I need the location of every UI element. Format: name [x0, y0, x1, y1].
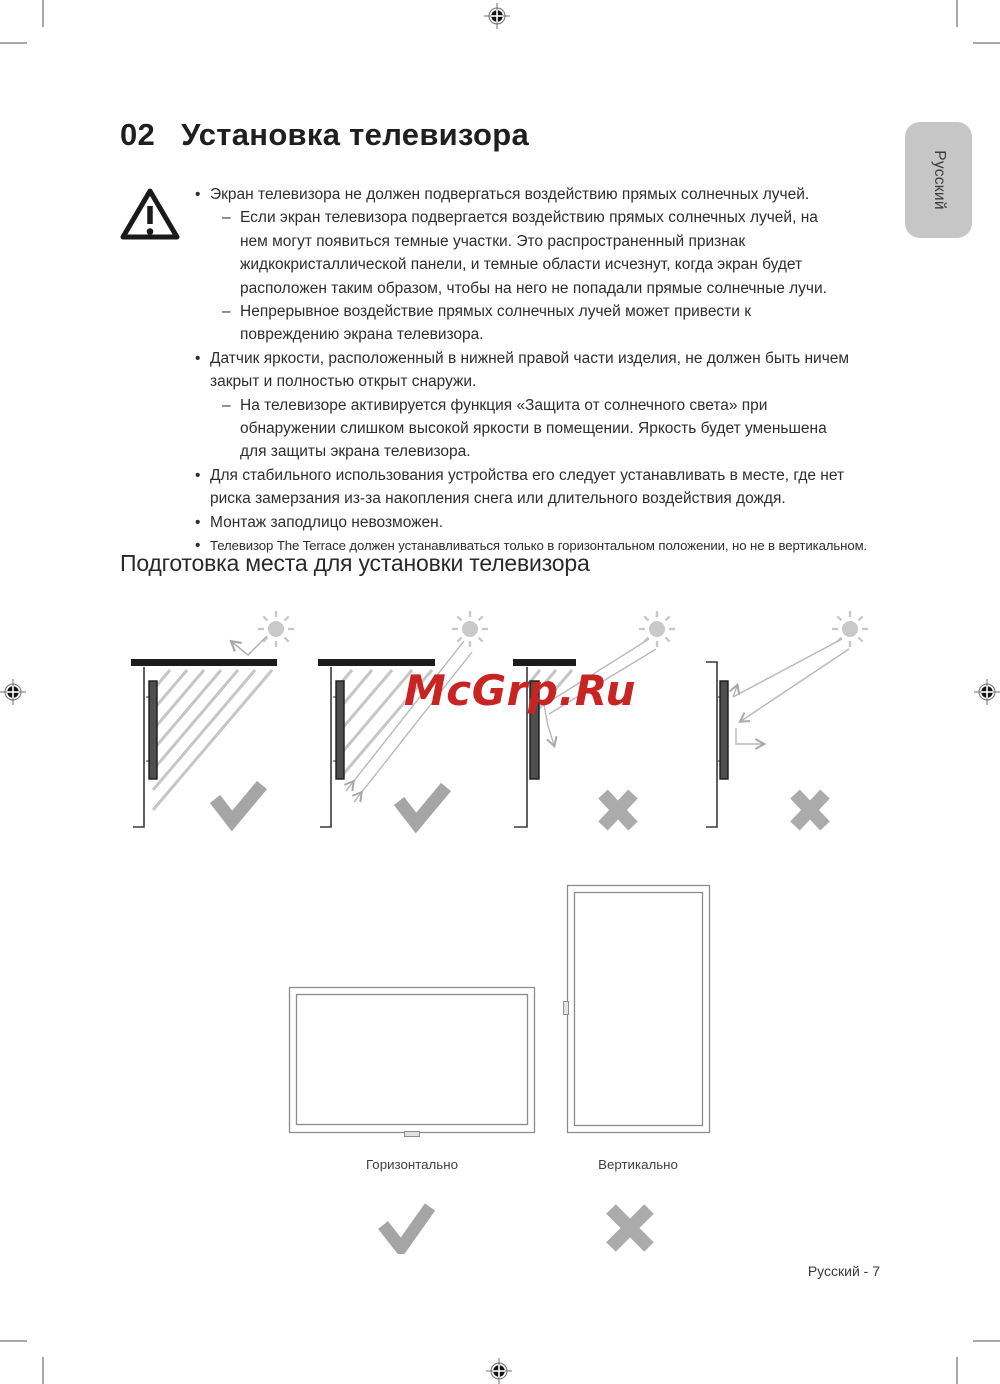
overhang: [513, 659, 576, 666]
panel-shaded-long-overhang: [131, 611, 294, 827]
list-item: [190, 347, 875, 394]
list-text: Экран телевизора не должен подвергаться воздействию прямых солнечных лучей.: [210, 186, 810, 203]
dash-marker: –: [222, 303, 231, 321]
crop-mark-top-left-v: [42, 0, 44, 27]
wall: [133, 667, 144, 827]
language-tab-label: Русский: [930, 150, 948, 210]
wall: [320, 667, 331, 827]
bullet-marker: •: [195, 537, 201, 555]
wall: [706, 662, 717, 827]
placement-diagram: [120, 598, 880, 848]
check-icon: [376, 1202, 436, 1254]
panel-direct-sun-no-overhang: [706, 611, 868, 827]
list-text: Если экран телевизора подвергается воздействию прямых солнечных лучей, на нем могут появиться темные участки. Это распространенный признак жидкокристаллической панели, и темные области исчезнут, когда экран будет расположен таким образом, чтобы на него не попадали прямые солнечные лучи.: [240, 209, 827, 297]
list-item: [190, 511, 875, 534]
overhang: [131, 659, 277, 666]
footer-page-number: Русский - 7: [807, 1263, 880, 1279]
registration-crosshair-icon: [967, 672, 1000, 712]
crop-mark-bottom-left-h: [0, 1340, 27, 1342]
dash-marker: –: [222, 209, 231, 227]
list-text: Непрерывное воздействие прямых солнечных лучей может привести к повреждению экрана телевизора.: [240, 303, 752, 344]
list-item: [190, 300, 850, 347]
bullet-marker: •: [195, 466, 201, 484]
registration-crosshair-icon: [479, 1351, 519, 1384]
registration-crosshair-icon: [477, 0, 517, 36]
bullet-marker: •: [195, 349, 201, 367]
list-text: Датчик яркости, расположенный в нижней правой части изделия, не должен быть ничем закрыт и полностью открыт снаружи.: [210, 349, 850, 391]
list-text: Для стабильного использования устройства его следует устанавливать в месте, где нет риска замерзания из-за накопления снега или длительного воздействия дождя.: [210, 466, 845, 508]
x-icon: [795, 794, 825, 826]
sun-icon: [452, 611, 488, 647]
crop-mark-top-right-v: [956, 0, 958, 27]
list-text: На телевизоре активируется функция «Защита от солнечного света» при обнаружении слишком высокой яркости в помещении. Яркость будет уменьшена для защиты экрана телевизора.: [240, 396, 827, 461]
warning-triangle-icon: [118, 184, 182, 244]
language-tab: [905, 122, 972, 238]
dash-marker: –: [222, 396, 231, 414]
reflected-ray-arrow: [232, 636, 267, 655]
list-item: [190, 183, 875, 206]
watermark: McGrp.Ru: [404, 666, 636, 715]
check-icon: [399, 787, 446, 823]
x-icon: [602, 1201, 658, 1255]
chapter-number: 02: [120, 117, 156, 152]
tv: [336, 681, 344, 779]
list-item: [190, 394, 850, 464]
check-icon: [215, 785, 262, 821]
tv: [149, 681, 157, 779]
label-horizontal: Горизонтально: [366, 1157, 458, 1172]
list-item: [190, 464, 875, 511]
tv-outline-horizontal: [290, 988, 535, 1137]
list-item: [190, 206, 850, 300]
orientation-diagram: [280, 880, 720, 1140]
overhang: [318, 659, 435, 666]
crop-mark-top-right-h: [973, 42, 1000, 44]
label-vertical: Вертикально: [598, 1157, 678, 1172]
panel-shaded-short-sun: [318, 611, 488, 827]
x-icon: [603, 794, 633, 826]
bullet-marker: •: [195, 186, 201, 203]
section-heading: Подготовка места для установки телевизора: [120, 550, 590, 576]
crop-mark-bottom-right-h: [973, 1340, 1000, 1342]
page-title: [120, 117, 529, 153]
tv: [720, 681, 728, 779]
crop-mark-top-left-h: [0, 42, 27, 44]
warning-list: [190, 183, 900, 558]
tv-outline-vertical: [564, 886, 710, 1133]
sun-rays: [733, 639, 849, 744]
bullet-marker: •: [195, 513, 201, 531]
registration-crosshair-icon: [0, 672, 33, 712]
panel-direct-sun-short-overhang: [513, 611, 675, 827]
sun-icon: [258, 611, 294, 647]
list-text: Телевизор The Terrace должен устанавливаться только в горизонтальном положении, но не в вертикальном.: [210, 538, 868, 554]
list-text: Монтаж заподлицо невозможен.: [210, 513, 444, 531]
crop-mark-bottom-left-v: [42, 1357, 44, 1384]
crop-mark-bottom-right-v: [956, 1357, 958, 1384]
chapter-title: Установка телевизора: [181, 117, 529, 152]
